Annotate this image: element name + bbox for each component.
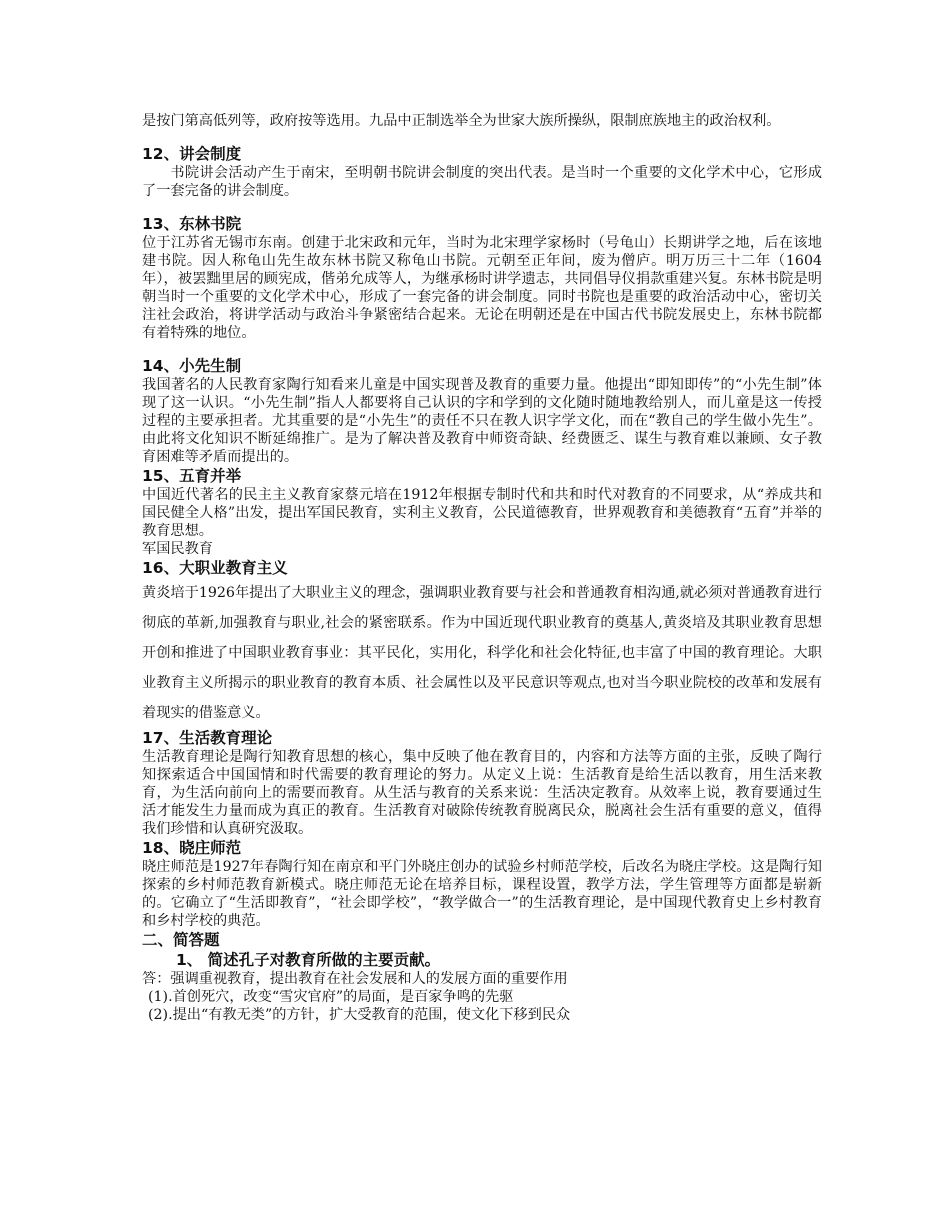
section-heading: 14、小先生制: [142, 357, 242, 375]
part-heading: 二、简答题: [142, 931, 220, 949]
section-18: [142, 838, 822, 930]
section-body: 生活教育理论是陶行知教育思想的核心，集中反映了他在教育目的，内容和方法等方面的主张，反映了陶行知探索适合中国国情和时代需要的教育理论的努力。从定义上说：生活教育是给生活以教育，用生活来教育，为生活向前向上的需要而教育。从生活与教育的关系来说：生活决定教育。从效率上说，教育要通过生活才能发生力量而成为真正的教育。生活教育对破除传统教育脱离民众，脱离社会生活有重要的意义，值得我们珍惜和认真研究汲取。: [142, 749, 822, 837]
answer-text: 答：强调重视教育，提出教育在社会发展和人的发展方面的重要作用: [142, 971, 568, 987]
document-page: [142, 112, 822, 1024]
section-13: [142, 214, 822, 342]
section-heading: 15、五育并举: [142, 467, 242, 485]
section-14: [142, 356, 822, 466]
section-body: 晓庄师范是1927年春陶行知在南京和平门外晓庄创办的试验乡村师范学校，后改名为晓庄学校。这是陶行知探索的乡村师范教育新模式。晓庄师范无论在培养目标，课程设置，教学方法，学生管理等方面都是崭新的。它确立了“生活即教育”，“社会即学校”，“教学做合一”的生活教育理论，是中国现代教育史上乡村教育和乡村学校的典范。: [142, 859, 822, 929]
section-heading: 17、生活教育理论: [142, 729, 273, 747]
section-extra-line: 军国民教育: [142, 541, 213, 557]
section-body: 位于江苏省无锡市东南。创建于北宋政和元年，当时为北宋理学家杨时（号龟山）长期讲学之地，后在该地建书院。因人称龟山先生故东林书院又称龟山书院。元朝至正年间，废为僧庐。明万历三十二年（1604年），被罢黜里居的顾宪成，偕弟允成等人，为继承杨时讲学遗志，共同倡导仪捐款重建兴复。东林书院是明朝当时一个重要的文化学术中心，形成了一套完备的讲会制度。同时书院也是重要的政治活动中心，密切关注社会政治，将讲学活动与政治斗争紧密结合起来。无论在明朝还是在中国古代书院发展史上，东林书院都有着特殊的地位。: [142, 235, 822, 341]
section-12: [142, 144, 822, 200]
question-title: 1、 简述孔子对教育所做的主要贡献。: [176, 951, 441, 969]
section-body: 中国近代著名的民主主义教育家蔡元培在1912年根据专制时代和共和时代对教育的不同要求，从“养成共和国民健全人格”出发，提出军国民教育，实利主义教育，公民道德教育，世界观教育和美德教育“五育”并举的教育思想。: [142, 487, 822, 539]
section-body: 我国著名的人民教育家陶行知看来儿童是中国实现普及教育的重要力量。他提出“即知即传”的“小先生制”体现了这一认识。“小先生制”指人人都要将自己认识的字和学到的文化随时随地教给别人，而儿童是这一传授过程的主要承担者。尤其重要的是“小先生”的责任不只在教人识字学文化，而在“教自己的学生做小先生”。由此将文化知识不断延绵推广。是为了解决普及教育中师资奇缺、经费匮乏、谋生与教育难以兼顾、女子教育困难等矛盾而提出的。: [142, 377, 822, 465]
intro-paragraph: 是按门第高低列等，政府按等选用。九品中正制选举全为世家大族所操纵，限制庶族地主的政治权利。: [142, 113, 781, 129]
section-heading: 16、大职业教育主义: [142, 559, 288, 577]
answer-point: (1).首创死穴，改变“雪灾官府”的局面，是百家争鸣的先驱: [148, 989, 514, 1005]
answer-point: (2).提出“有教无类”的方针，扩大受教育的范围，使文化下移到民众: [148, 1007, 571, 1023]
section-heading: 18、晓庄师范: [142, 839, 242, 857]
section-16: [142, 558, 822, 728]
section-body: 书院讲会活动产生于南宋，至明朝书院讲会制度的突出代表。是当时一个重要的文化学术中心，它形成了一套完备的讲会制度。: [142, 165, 822, 199]
section-heading: 13、东林书院: [142, 215, 242, 233]
section-15: [142, 466, 822, 558]
section-heading: 12、讲会制度: [142, 145, 242, 163]
section-body: 黄炎培于1926年提出了大职业主义的理念，强调职业教育要与社会和普通教育相沟通,就必须对普通教育进行彻底的革新,加强教育与职业,社会的紧密联系。作为中国近现代职业教育的奠基人,黄炎培及其职业教育思想开创和推进了中国职业教育事业：其平民化，实用化，科学化和社会化特征,也丰富了中国的教育理论。大职业教育主义所揭示的职业教育的教育本质、社会属性以及平民意识等观点,也对当今职业院校的改革和发展有着现实的借鉴意义。: [142, 585, 822, 721]
section-17: [142, 728, 822, 838]
part-2: [142, 930, 822, 1024]
